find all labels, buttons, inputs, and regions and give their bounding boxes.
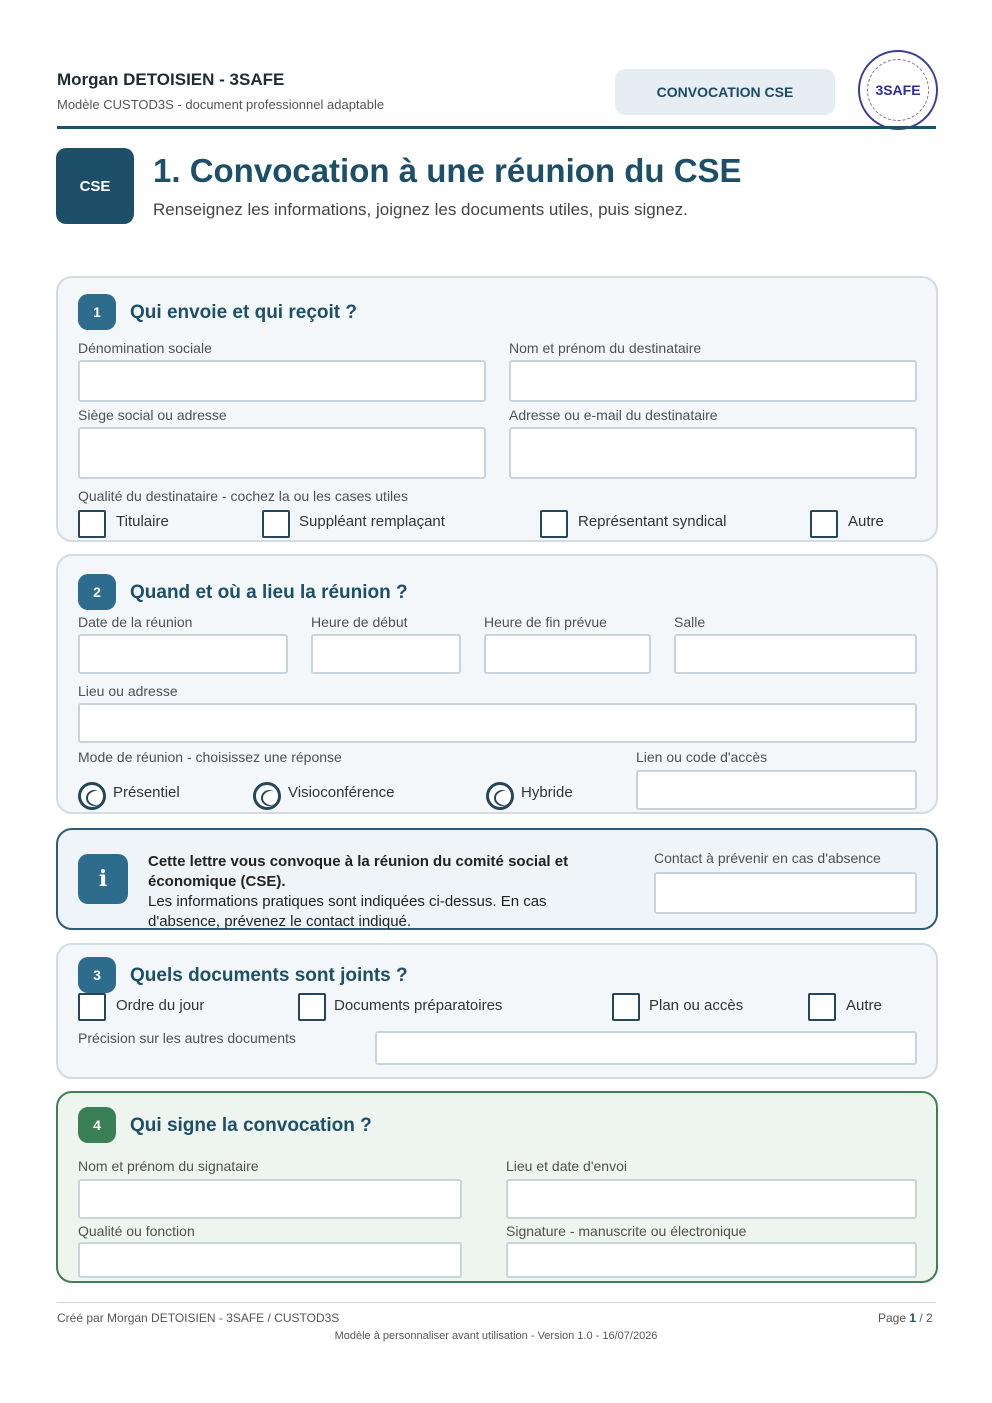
section-title: Qui signe la convocation ? — [130, 1115, 372, 1136]
section-signature — [56, 1091, 938, 1283]
section-title: Qui envoie et qui reçoit ? — [130, 302, 357, 323]
info-body-text: Les informations pratiques sont indiquées ci-dessus. En cas d'absence, prévenez le contact indiqué. — [148, 893, 547, 930]
address-label: Siège social ou adresse — [78, 407, 227, 423]
precision-field[interactable] — [375, 1031, 917, 1065]
page-prefix: Page — [878, 1311, 910, 1325]
radio-label: Visioconférence — [288, 784, 395, 801]
header-divider — [57, 126, 936, 129]
page-number — [878, 1311, 933, 1325]
checkbox-label: Autre — [848, 513, 884, 530]
company-stamp-logo — [858, 50, 938, 130]
checkbox-autre-documents[interactable] — [808, 993, 836, 1021]
function-field[interactable] — [78, 1242, 462, 1278]
checkbox-plan-acces[interactable] — [612, 993, 640, 1021]
stamp-text: 3SAFE — [867, 59, 929, 121]
radio-hybride[interactable] — [486, 782, 514, 810]
section-number: 2 — [78, 574, 116, 610]
recipient-address-field[interactable] — [509, 427, 917, 479]
section-badge: CSE — [56, 148, 134, 224]
start-time-label: Heure de début — [311, 614, 408, 630]
info-notice — [56, 828, 938, 930]
section-sender-recipient — [56, 276, 938, 542]
footer-divider — [57, 1302, 936, 1303]
precision-label: Précision sur les autres documents — [78, 1030, 296, 1046]
date-label: Date de la réunion — [78, 614, 193, 630]
signature-label: Signature - manuscrite ou électronique — [506, 1223, 747, 1239]
document-model: Modèle CUSTOD3S - document professionnel adaptable — [57, 97, 385, 112]
radio-label: Hybride — [521, 784, 573, 801]
room-label: Salle — [674, 614, 706, 630]
section-title: Quels documents sont joints ? — [130, 965, 408, 986]
recipient-address-label: Adresse ou e-mail du destinataire — [509, 407, 718, 423]
checkbox-titulaire[interactable] — [78, 510, 106, 538]
section-meeting-details — [56, 554, 938, 814]
checkbox-label: Suppléant remplaçant — [299, 513, 445, 530]
checkbox-label: Ordre du jour — [116, 997, 205, 1014]
document-type-badge: CONVOCATION CSE — [615, 69, 835, 115]
page-subtitle: Renseignez les informations, joignez les documents utiles, puis signez. — [153, 200, 688, 219]
room-field[interactable] — [674, 634, 917, 674]
signature-field[interactable] — [506, 1242, 917, 1278]
section-title: Quand et où a lieu la réunion ? — [130, 582, 408, 603]
signer-label: Nom et prénom du signataire — [78, 1158, 259, 1174]
footer-credit: Créé par Morgan DETOISIEN - 3SAFE / CUSTOD3S — [57, 1311, 340, 1325]
company-field[interactable] — [78, 360, 486, 402]
info-bold-text: Cette lettre vous convoque à la réunion du comité social et économique (CSE). — [148, 853, 569, 890]
info-text — [148, 852, 588, 932]
place-label: Lieu ou adresse — [78, 683, 178, 699]
contact-field[interactable] — [654, 872, 917, 914]
quality-label: Qualité du destinataire - cochez la ou les cases utiles — [78, 488, 408, 504]
function-label: Qualité ou fonction — [78, 1223, 195, 1239]
recipient-name-field[interactable] — [509, 360, 917, 402]
recipient-name-label: Nom et prénom du destinataire — [509, 340, 702, 356]
section-number: 1 — [78, 294, 116, 330]
company-label: Dénomination sociale — [78, 340, 212, 356]
checkbox-autre[interactable] — [810, 510, 838, 538]
checkbox-suppleant[interactable] — [262, 510, 290, 538]
checkbox-documents-preparatoires[interactable] — [298, 993, 326, 1021]
start-time-field[interactable] — [311, 634, 461, 674]
link-label: Lien ou code d'accès — [636, 749, 768, 765]
checkbox-label: Plan ou accès — [649, 997, 744, 1014]
radio-label: Présentiel — [113, 784, 180, 801]
current-page: 1 — [909, 1311, 917, 1325]
checkbox-label: Représentant syndical — [578, 513, 727, 530]
signer-field[interactable] — [78, 1179, 462, 1219]
checkbox-ordre-du-jour[interactable] — [78, 993, 106, 1021]
checkbox-representant[interactable] — [540, 510, 568, 538]
mode-label: Mode de réunion - choisissez une réponse — [78, 749, 342, 765]
end-time-field[interactable] — [484, 634, 651, 674]
link-field[interactable] — [636, 770, 917, 810]
radio-visio[interactable] — [253, 782, 281, 810]
place-field[interactable] — [78, 703, 917, 743]
section-documents — [56, 943, 938, 1079]
checkbox-label: Titulaire — [116, 513, 169, 530]
date-field[interactable] — [78, 634, 288, 674]
footer-version: Modèle à personnaliser avant utilisation - Version 1.0 - 16/07/2026 — [334, 1330, 658, 1342]
info-icon: i — [78, 854, 128, 904]
section-number: 4 — [78, 1107, 116, 1143]
place-date-field[interactable] — [506, 1179, 917, 1219]
checkbox-label: Documents préparatoires — [334, 997, 503, 1014]
radio-presentiel[interactable] — [78, 782, 106, 810]
end-time-label: Heure de fin prévue — [484, 614, 607, 630]
author-name: Morgan DETOISIEN - 3SAFE — [57, 70, 285, 89]
section-number: 3 — [78, 957, 116, 993]
place-date-label: Lieu et date d'envoi — [506, 1158, 627, 1174]
page-suffix: / 2 — [916, 1311, 933, 1325]
page-title: 1. Convocation à une réunion du CSE — [153, 152, 742, 189]
address-field[interactable] — [78, 427, 486, 479]
checkbox-label: Autre — [846, 997, 882, 1014]
contact-label: Contact à prévenir en cas d'absence — [654, 850, 881, 866]
